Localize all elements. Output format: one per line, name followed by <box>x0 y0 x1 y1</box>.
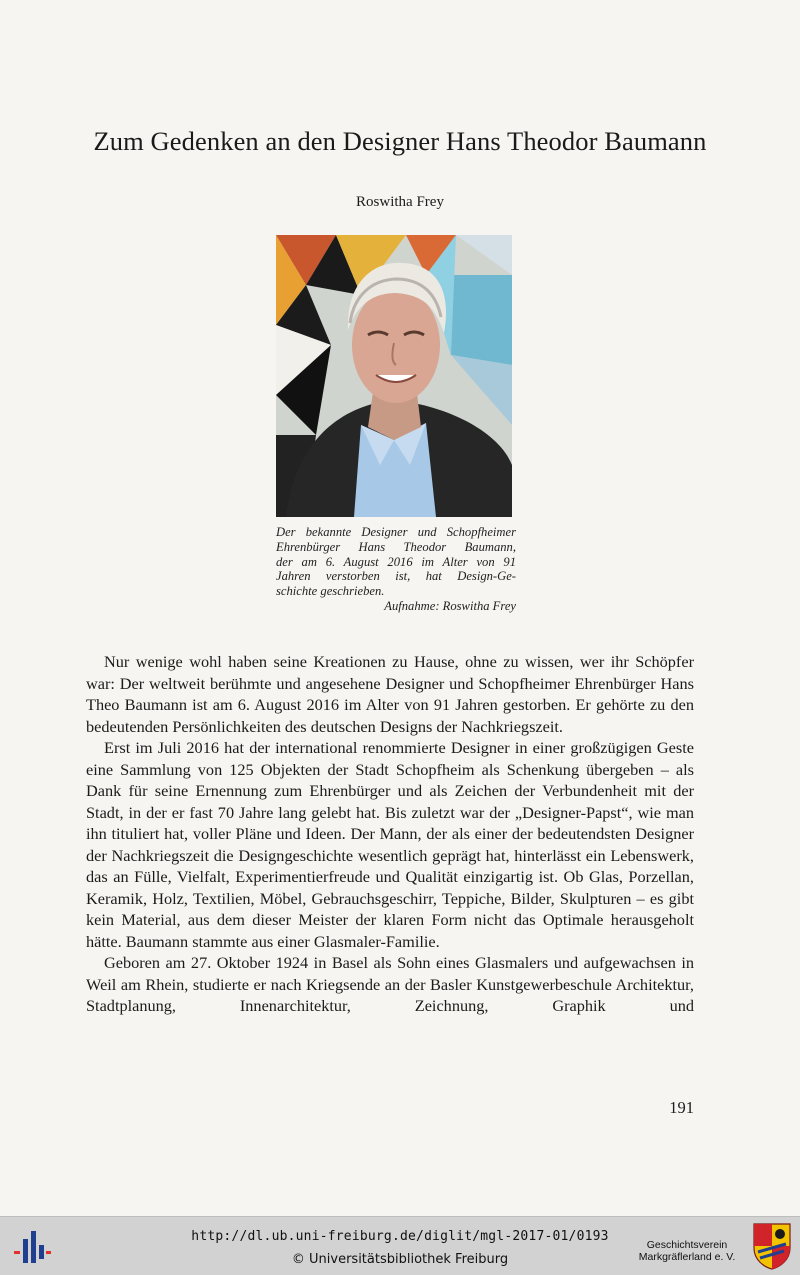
caption-line: Der bekannte Designer und Schopfheimer <box>276 525 516 539</box>
paragraph: Geboren am 27. Oktober 1924 in Basel als Sohn eines Glasmalers und aufgewachsen in Weil am Rhein, studierte er nach Kriegsende an der Basler Kunstgewerbeschule Architektur, Stadtplanung, Innenarchitektur, Zeichnung, Graphik und <box>86 953 694 1015</box>
article-author: Roswitha Frey <box>356 194 444 210</box>
society-name-line: Geschichtsverein <box>646 1239 728 1251</box>
page-number: 191 <box>669 1098 694 1117</box>
caption-line: Ehrenbürger Hans Theodor Baumann, <box>276 539 516 554</box>
society-name-line: Markgräflerland e. V. <box>638 1251 736 1263</box>
article-body <box>86 651 694 1017</box>
portrait-photo <box>276 235 512 517</box>
paragraph: Nur wenige wohl haben seine Kreationen zu Hause, ohne zu wissen, wer ihr Schöpfer war: Der weltweit berühmte und angesehene Designer und Schopfheimer Ehrenbürger Hans Theo Baumann ist am 6. August 2016 im Alter von 91 Jahren gestorben. Er gehörte zu den bedeutenden Persönlichkeiten des deutschen Designs der Nachkriegszeit. <box>86 652 694 736</box>
caption-line: der am 6. August 2016 im Alter von 91 <box>276 554 516 569</box>
viewer-footer <box>0 1216 800 1275</box>
article-title: Zum Gedenken an den Designer Hans Theodor Baumann <box>93 126 707 156</box>
caption-line: Jahren verstorben ist, hat Design-Ge- <box>276 569 516 584</box>
society-name <box>612 1239 762 1263</box>
university-library-logo-icon <box>12 1225 52 1267</box>
coat-of-arms-icon <box>752 1222 792 1270</box>
document-url-link[interactable]: http://dl.ub.uni-freiburg.de/diglit/mgl-2017-01/0193 <box>191 1229 609 1244</box>
caption-line-last: schichte geschrieben. <box>276 584 385 599</box>
paragraph: Erst im Juli 2016 hat der international renommierte Designer in einer großzügigen Geste eine Sammlung von 125 Objekten der Stadt Schopfheim als Schenkung übergeben – als Dank für seine Ernennung zum Ehrenbürger und als Zeichen der Verbundenheit mit der Stadt, in der er fast 70 Jahre lang gelebt hat. Bis zuletzt war der „Designer-Papst“, wie man ihn tituliert hat, voller Pläne und Ideen. Der Mann, der als einer der bedeutendsten Designer der Nachkriegszeit die Designgeschichte wesentlich geprägt hat, hinterlässt ein Lebenswerk, das an Fülle, Vielfalt, Experimentierfreude und Qualität einzigartig ist. Ob Glas, Porzellan, Keramik, Holz, Textilien, Möbel, Gebrauchsgeschirr, Teppiche, Bilder, Skulpturen – es gibt kein Material, aus dem dieser Meister der klaren Form nicht das Optimale herausgeholt hätte. Baumann stammte aus einer Glasmaler-Familie. <box>86 738 694 951</box>
photo-caption <box>276 525 516 614</box>
photo-credit: Aufnahme: Roswitha Frey <box>384 598 516 613</box>
copyright-notice: © Universitätsbibliothek Freiburg <box>291 1252 509 1267</box>
